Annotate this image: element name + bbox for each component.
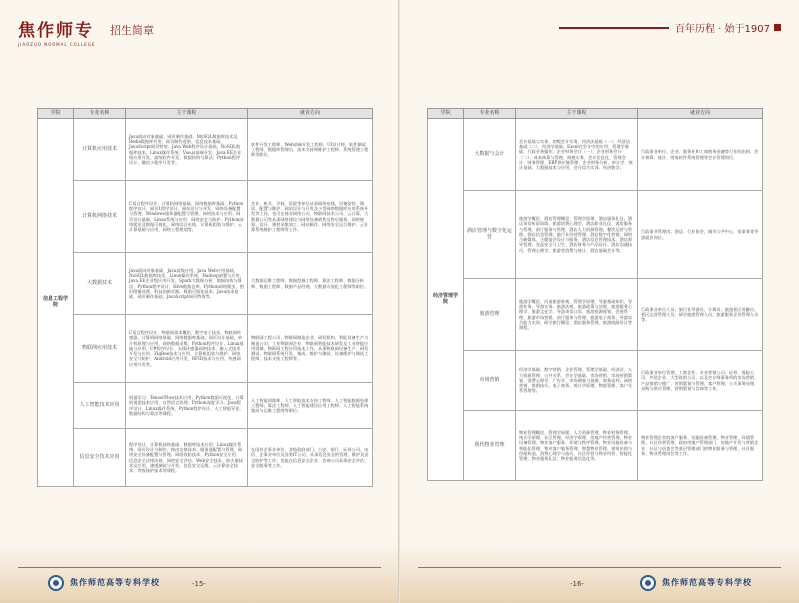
table-row	[38, 181, 373, 253]
major-career: 在国有企事业单位、各级政府部门、公安、银行、证券公司、电信、企事业单位及各类IT公司，从事信息安全的管理、维护及安全防护等工作；也能在信息安全企业、咨询公司从事安全评估、安全服务等工作。	[248, 429, 373, 487]
table-row	[38, 253, 373, 315]
header-college: 学院	[428, 109, 464, 119]
major-courses: C语言程序设计、计算机网络基础、网络数据库基础、Python程序设计、网页1程序设计、网站设计与开发、网络设备配置与管理、Windows服务器配置与管理、网络技术与应用、网页设计基础、Linux系统与应用、网络安全与防护、Python网络爬虫及数据可视化、网络综合布线、计算机组装与维护、云计算基础与应用、网络工程规划等。	[126, 181, 248, 253]
header-courses: 主干课程	[516, 109, 638, 119]
table-header-row	[38, 109, 373, 119]
slogan-bar	[559, 27, 669, 29]
major-name: 物联网应用技术	[74, 315, 126, 383]
slogan-text: 百年历程 · 始于1907	[675, 24, 770, 35]
table-row	[428, 411, 763, 481]
header-major: 专业名称	[74, 109, 126, 119]
header-major: 专业名称	[464, 109, 516, 119]
majors-table-left	[37, 108, 373, 487]
logo-english: JIAOZUO NORMAL COLLEGE	[18, 42, 96, 47]
major-courses: 经济学基础、数字营销、企业管理、管理学基础、经济法、人力资源管理、公共关系、会计学基础、市场营销、市场营销策划、消费心理学、广告学、市场调查与预测、商务谈判、网络营销、推销技巧、电子商务、统计学原理、物流管理、客户关系管理等。	[516, 351, 638, 411]
table-row	[38, 119, 373, 181]
major-name: 计算机网络技术	[74, 181, 126, 253]
major-name: 大数据技术	[74, 253, 126, 315]
table-header-row	[428, 109, 763, 119]
major-career: 行政事业单位人员；旅行社导游员、计调员；旅游景区讲解员、景区运营管理人员；研学旅游管理人员；旅游服务企业管理人员等。	[638, 279, 763, 351]
major-career: 物业管理企业的客户服务、设施设备管理、物业管理、环境管理、社区经营管理、政府房地产管理部门、房地产开发与营销企业、社区与居委会等基层管理部门的物业服务与管理、社区服务、物业管理岗位等工作。	[638, 411, 763, 481]
major-courses: 程序设计、计算机网络基础、数据库技术应用、Linux操作系统、网页设计与制作、路由交换技术、服务器配置与管理、网络安全设备配置与管理、网络攻防技术、Python安全应用、信息安全法律法规、网络安全评估、Web安全技术、防火墙技术及应用、渗透测试与开发、信息安全运维、云计算安全技术、等级保护技术等课程。	[126, 429, 248, 487]
majors-table-right	[427, 108, 763, 481]
table-row	[428, 279, 763, 351]
page-number: -16-	[570, 580, 584, 588]
page-footer	[0, 543, 399, 603]
major-career: 行政事业管理岗；酒店、行业协会、城市公共中心、家事务等导游就业岗位。	[638, 191, 763, 279]
major-courses: 机器学习、TensorFlow技术应用、Python数据可视化、计算机视觉技术应用、自然语言处理、Python深度学习、Java程序设计、Linux操作系统、Python程序设计、人工智能导论、数据结构与算法等课程。	[126, 383, 248, 429]
major-courses: 物业管理概论、管理学原理、人力资源管理、物业财务管理、统计学原理、社区管理、经济学原理、房地产经营管理、物业设备管理、物业客户服务、环境与秩序管理、物业设施设备与智能化管理、物业客户服务管理、智慧物业管理、建筑识图与房屋构造、消费心理学与技巧、社区经营与物业经营、智能化管理、物业服务礼仪、物业服务信息化等。	[516, 411, 638, 481]
footer-school-name: 焦作师范高等专科学校	[70, 577, 160, 587]
header-career: 就业方向	[638, 109, 763, 119]
table-row	[428, 191, 763, 279]
major-career: 软件开发工程师、Web前端开发工程师、UI设计师、软件测试工程师、数据库管理员、技术支持和维护工程师、系统管理工程师等职位。	[248, 119, 373, 181]
major-career: 物联网工程公司、物联网制造企业、研发机构、智能设备生产与制造公司、工业物联网企业、物联网智能技术研发及工业智能应用领域、物联网工程应用技术工作、从事物联网设备生产、研发测试、物联网系统开发、集成、维护与测试、设备维护与调试工程师、技术支持工程师等。	[248, 315, 373, 383]
table-row	[38, 315, 373, 383]
major-name: 人工智能技术应用	[74, 383, 126, 429]
major-career: 大数据运维工程师、数据挖掘工程师、算法工程师、数据分析师、数据工程师、数据产品经理、大数据可视化工程师等职位。	[248, 253, 373, 315]
major-name: 信息安全技术应用	[74, 429, 126, 487]
school-emblem-icon	[640, 575, 656, 591]
header-courses: 主干课程	[126, 109, 248, 119]
major-career: 人工智能训练师、人工智能技术支持工程师、人工智能数据处理工程师、算法工程师、人工智能建设应用工程师、人工智能系统集成与运维工程师等职位。	[248, 383, 373, 429]
college-name: 经济管理学院	[428, 119, 464, 481]
footer-school-name: 焦作师范高等专科学校	[662, 577, 752, 587]
major-name: 大数据与会计	[464, 119, 516, 191]
table-row	[38, 383, 373, 429]
logo-text: 焦作师专	[18, 21, 94, 41]
footer-divider	[418, 567, 781, 568]
footer-divider	[18, 567, 381, 568]
header-career: 就业方向	[248, 109, 373, 119]
table-row	[38, 429, 373, 487]
page-title: 招生简章	[110, 24, 154, 37]
slogan-square-icon	[774, 24, 781, 31]
table-row	[428, 119, 763, 191]
major-courses: 旅游学概论、酒店管理概论、管理学原理、酒店服务礼仪、酒店英语听说训练、旅游消费心理学、酒店职业礼仪、客房服务与管理、前厅服务与管理、酒店人力资源管理、餐饮运营与管理、酒店信息管理、旅行社经营管理、酒店数字化营销、网络与新媒体、主题宴会设计与服务、酒店信息管理技术、酒店督导管理、食品安全与卫生、酒店财务与产品设计、酒店沟通技巧、管理心理学、旅游者消费与统计、酒店基础会计等。	[516, 191, 638, 279]
major-name: 市场营销	[464, 351, 516, 411]
college-name: 信息工程学院	[38, 119, 74, 487]
header-college: 学院	[38, 109, 74, 119]
major-career: 行政事业单位、企业、服务业和工商税务金融等行业的出纳、会计核算、统计、财务软件系统管理等会计管理岗位。	[638, 119, 763, 191]
major-name: 现代物业管理	[464, 411, 516, 481]
major-name: 计算机应用技术	[74, 119, 126, 181]
page-footer	[400, 543, 799, 603]
major-courses: Java面向对象基础、Java高级应用、Java Web应用基础、NoSQL数据库技术、Linux操作系统、Hadoop部署与应用、Java EE企业级应用开发、Spark大数据分析、数据结构与算法、Python程序设计、Hive数据仓库、Python网络爬虫、图形图像处理、科技创新实践、数据可视化技术、Java技术基础、网页制作基础、JavaScript网页特效等。	[126, 253, 248, 315]
major-courses: 会计基础与实务、初级会计实务、经济法基础（一）、经济法基础（二）、经济学基础、Excel在会计中的应用、管理学基础、行政业务操作、企业财务会计（一）、企业财务会计（二）、成本核算与管理、纳税实务、会计信息化、管理会计、财务管理、ERP供应链管理、企业财务分析、审计学、统计基础、大数据技术与应用、会计综合实训、经济数学。	[516, 119, 638, 191]
school-logo	[18, 16, 95, 47]
major-courses: Java面向对象基础、网页制作基础、MySQL数据库技术及Redis数据库应用、网页制作进阶、信息技术基础、JavaScript网页特效、Java Web程序设计基础、NoSQL数据库技术、Linux操作系统、Vue.js前端开发、Java EE企业级应用开发、高级软件开发、数据结构与算法、Python程序设计、微信小程序开发等。	[126, 119, 248, 181]
major-courses: 旅游学概论、河南旅游景观、管理学原理、导游基础知识、导游业务、导游实务、旅游法规、旅游政策与法规、旅游服务心理学、旅游文化学、导游英语口语、旅游资源规划、会展管理、旅游市场营销、前厅服务与管理、旅游电子商务、导游综合能力实训、研学旅行概论、酒店服务管理、旅游线路设计等课程。	[516, 279, 638, 351]
table-row	[428, 351, 763, 411]
major-name: 酒店管理与数字化运营	[464, 191, 516, 279]
slogan-banner	[559, 20, 781, 35]
school-emblem-icon	[48, 575, 64, 591]
major-career: 行政事业单位管理、工商企业、专业营销公司、证券、保险公司、外贸企业、大型连锁公司、以及会计师事务所的市场营销、产品推销与推广、营销策划与管理、客户管理、公关事务处理、采购与供应管理、营销策划与咨询等工作。	[638, 351, 763, 411]
major-career: 企业、机关、学校、医院等单位从事网络布线、设备安装、调试、配置与维护、网站设计与开发及小型网络数据库应用系统开发等工作。也可在商业网络公司、物联网技术公司、云计算、大数据公司等从事网络建设与网络设备销售及售后服务、网络规划、设计、建材采集加工、网站制作、网络安全运行维护、云计算系统维护工程师等工作。	[248, 181, 373, 253]
page-number: -15-	[192, 580, 206, 588]
major-courses: C语言程序设计、物联网技术概论、数字电子技术、物联网传感器、计算机网络基础、网络数据库基础、网页设计基础、单片机原理与应用、网络数据采集、Python程序设计、Linux基础与应用、C#程序设计、无线传感器网络技术、嵌入式技术开发与应用、ZigBee技术与应用、计算机组装与维护、网络安全与防护、Android应用开发、RFID技术与应用、传感网应用开发等。	[126, 315, 248, 383]
major-name: 旅游管理	[464, 279, 516, 351]
right-page	[400, 0, 799, 603]
left-page	[0, 0, 399, 603]
